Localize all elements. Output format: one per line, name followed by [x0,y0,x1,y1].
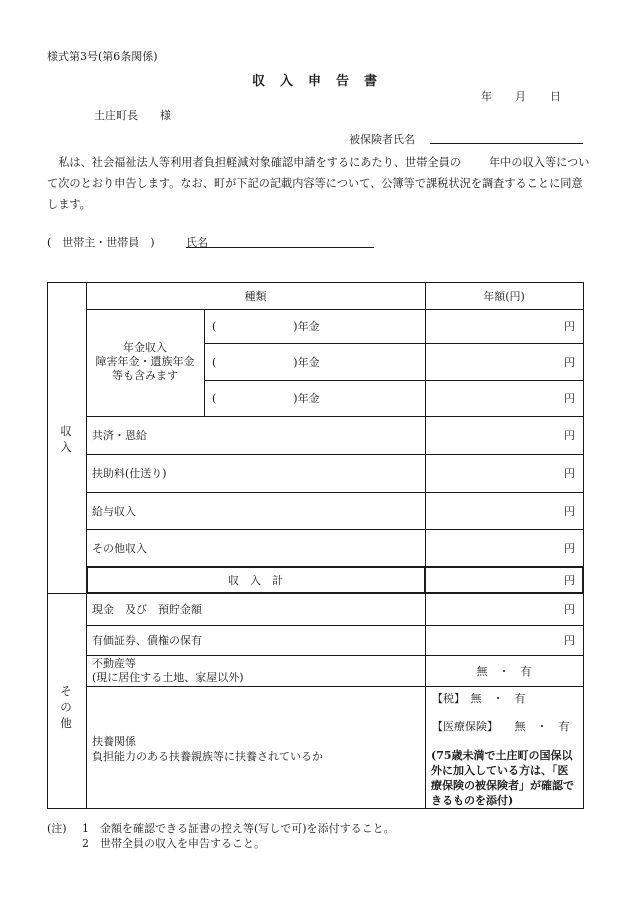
dependents-note [431,748,574,808]
income-row-label: 共済・恩給 [92,429,147,442]
real-estate-label [92,657,244,685]
real-estate-line: (現に居住する土地、家屋以外) [92,671,244,684]
securities-label: 有価証券、債権の保有 [92,634,202,647]
savings-amount-field[interactable]: 円 [564,603,575,616]
income-total-field[interactable]: 円 [564,574,575,587]
section-income-label [58,423,74,455]
pension-type-field[interactable]: ( )年金 [212,392,320,405]
tax-dependency-choice[interactable]: 【税】 無 ・ 有 [432,692,526,705]
pension-group-label [86,341,204,383]
pension-amount-field[interactable]: 円 [564,392,575,405]
income-row-label: 扶助料(仕送り) [92,467,167,480]
dependents-note-line: きるものを添付) [431,794,514,807]
pension-amount-field[interactable]: 円 [564,320,575,333]
pension-label-line: 障害年金・遺族年金 [95,355,195,368]
real-estate-choice[interactable]: 無 ・ 有 [476,664,532,678]
insured-name-field[interactable] [430,143,583,144]
pension-type-field[interactable]: ( )年金 [212,355,320,369]
income-amount-field[interactable]: 円 [564,467,575,480]
income-row-label: 給与収入 [92,504,136,518]
securities-amount-field[interactable]: 円 [564,634,575,647]
page-title: 収 入 申 告 書 [251,74,378,89]
income-amount-field[interactable]: 円 [564,541,575,555]
insured-name-label: 被保険者氏名 [349,133,415,146]
savings-label: 現金 及び 預貯金額 [92,603,202,616]
pension-amount-field[interactable]: 円 [564,355,575,369]
real-estate-line: 不動産等 [92,657,136,670]
declaration-text-start: 私は、社会福祉法人等利用者負担軽減対象確認申請をするにあたり、世帯全員の [58,156,461,169]
income-row-label: その他収入 [92,541,147,555]
note-item: 1 金額を確認できる証書の控え等(写しで可)を添付すること。 [82,822,395,835]
note-item: 2 世帯全員の収入を申告すること。 [82,837,265,850]
pension-label-line: 等も含みます [112,369,178,382]
notes-prefix: (注) [47,822,67,835]
income-amount-field[interactable]: 円 [564,504,575,518]
dependents-line: 扶養関係 [92,735,136,748]
addressee: 土庄町長 様 [94,109,171,122]
date-year-label: 年 [481,90,492,103]
household-role-choice[interactable]: ( 世帯主・世帯員 ) [47,236,155,249]
dependents-line: 負担能力のある扶養親族等に扶養されているか [92,750,323,763]
medical-insurance-choice[interactable]: 【医療保険】 無 ・ 有 [432,720,570,733]
dependents-note-line: (75歳未満で土庄町の国保以 [431,749,573,762]
declaration-paragraph [47,152,592,215]
pension-label-line: 年金収入 [123,341,167,354]
column-header-amount: 年額(円) [483,289,525,303]
section-income-text: 収入 [60,424,72,454]
form-number: 様式第3号(第6条関係) [47,50,158,63]
dependents-note-line: 外に加入している方は、「医 [431,764,569,777]
dependents-note-line: 療保険の被保険者」が確認で [431,779,574,792]
column-header-kind: 種類 [244,289,267,303]
income-amount-field[interactable]: 円 [564,429,575,442]
date-month-label: 月 [515,90,526,103]
dependents-label [92,734,323,764]
section-other-text: その他 [60,684,72,730]
household-name-field[interactable] [186,247,374,248]
income-total-label: 収 入 計 [228,574,283,587]
section-other-label [58,683,74,731]
declaration-text-end: 年中の収入等について次のとおり申告します。なお、町が下記の記載内容等について、公簿等で課税状況を調査することに同意します。 [47,156,590,211]
pension-type-field[interactable]: ( )年金 [212,320,320,333]
household-name-label: 氏名 [186,236,208,249]
date-day-label: 日 [550,90,561,103]
